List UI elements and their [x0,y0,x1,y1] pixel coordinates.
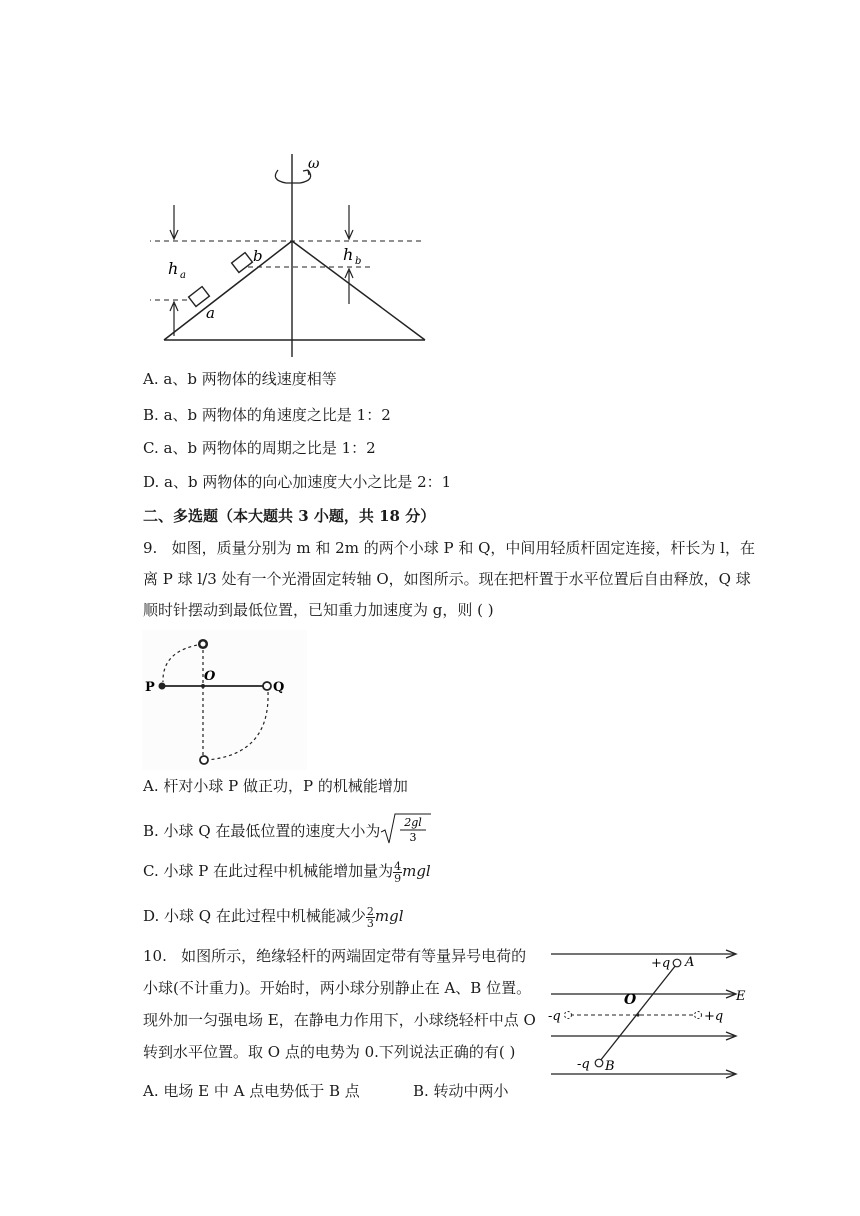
block-b [232,253,253,273]
hb-label: h [343,245,354,264]
q8-option-c: C. a、b 两物体的周期之比是 1：2 [143,439,376,457]
ha-label: h [168,259,179,278]
label-a: A [685,955,695,970]
charge-a [673,959,681,967]
q8-option-a: A. a、b 两物体的线速度相等 [143,370,337,388]
label-plus-q: +q [704,1009,724,1024]
ha-sub: a [180,270,186,281]
a-label: a [206,304,215,322]
ball-q [263,682,271,690]
label-p: P [145,680,155,695]
q10-stem: 10. 如图所示，绝缘轻杆的两端固定带有等量异号电荷的 小球(不计重力)。开始时，两小球分别静止在 A、B 位置。 现外加一匀强电场 E，在静电力作用下，小球绕轻杆中点 O 转到水平位置。取 O 点的电势为 0.下列说法正确的有( ) [143,947,536,1061]
ball-q-bottom [200,756,208,764]
rod-figure [142,630,307,770]
field-figure [548,944,760,1082]
q9-option-a: A. 杆对小球 P 做正功，P 的机械能增加 [143,777,408,795]
q10-option-b: B. 转动中两小 [413,1082,509,1100]
charge-b [595,1059,603,1067]
label-o: O [204,669,216,684]
q10-option-a: A. 电场 E 中 A 点电势低于 B 点 [143,1082,360,1100]
svg-text:2gl: 2gl [404,816,423,829]
label-plus-q-a: +q [651,956,671,971]
b-label: b [253,247,263,265]
q9-stem: 9. 如图，质量分别为 m 和 2m 的两个小球 P 和 Q，中间用轻质杆固定连接，杆长为 l，在 离 P 球 l/3 处有一个光滑固定转轴 O，如图所示。现在把杆置于水平位置后自由释放，Q 球 顺时针摆动到最低位置，已知重力加速度为 g，则 ( ) [143,539,755,619]
q8-option-d: D. a、b 两物体的向心加速度大小之比是 2：1 [143,473,452,491]
pivot-o [201,684,205,688]
label-b: B [605,1059,615,1074]
charge-left [565,1012,572,1019]
charge-right [695,1012,702,1019]
label-minus-q-b: -q [577,1057,590,1072]
q9-option-b: B. 小球 Q 在最低位置的速度大小为 2gl 3 [143,812,432,852]
ball-p-top [199,640,207,648]
omega-label: ω [308,156,320,172]
center-o [636,1013,639,1016]
cone-figure [150,150,450,360]
sqrt-expression [380,812,432,852]
label-e: E [736,989,746,1004]
hb-sub: b [355,256,362,267]
ball-p [159,683,166,690]
svg-text:3: 3 [409,831,417,844]
q9-option-c: C. 小球 P 在此过程中机械能增加量为 $\frac{4}{9}$ mgl [143,859,431,885]
label-q: Q [273,680,285,695]
label-o: O [624,992,637,1008]
q9-option-d: D. 小球 Q 在此过程中机械能减少 $\frac{2}{3}$ mgl [143,904,404,930]
label-minus-q: -q [548,1009,561,1024]
section-heading: 二、多选题（本大题共 3 小题，共 18 分） [143,507,436,525]
q8-option-b: B. a、b 两物体的角速度之比是 1：2 [143,406,391,424]
